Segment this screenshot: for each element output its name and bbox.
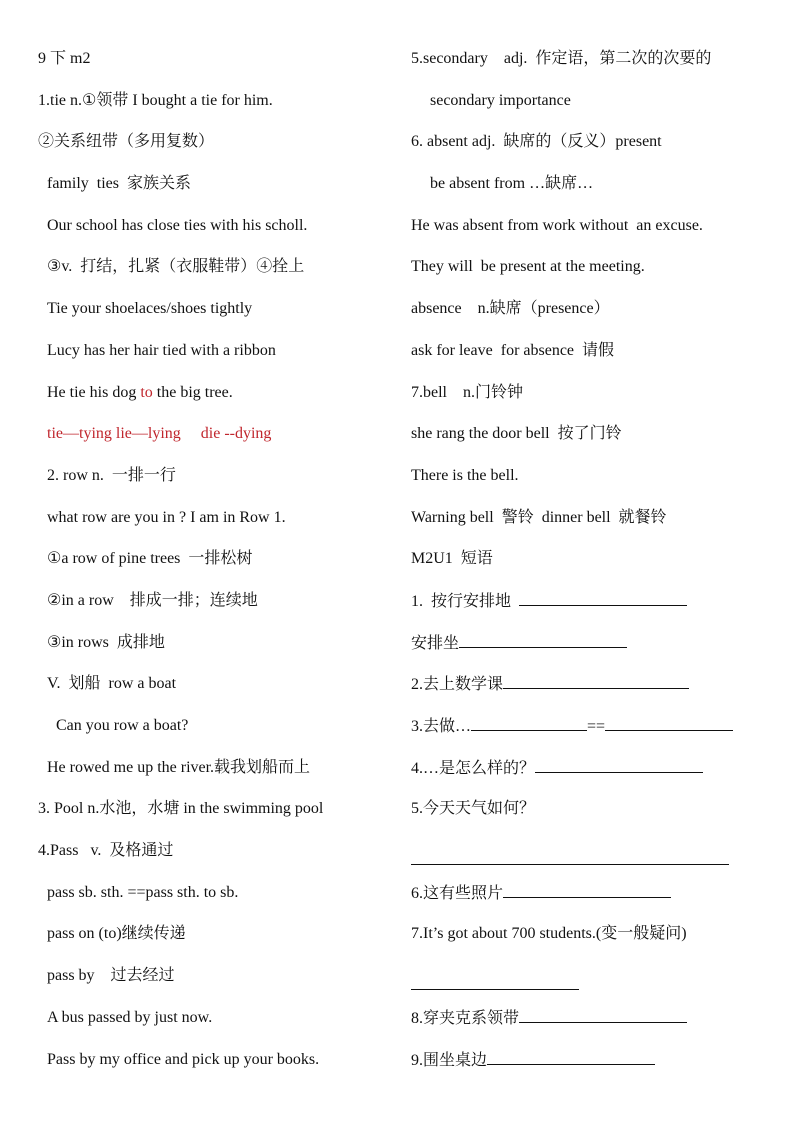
note-line: pass sb. sth. ==pass sth. to sb. <box>47 883 239 901</box>
note-line: Pass by my office and pick up your books. <box>47 1050 320 1068</box>
answer-blank[interactable] <box>605 713 733 731</box>
note-line: 5.secondary adj. 作定语，第二次的次要的 <box>411 50 712 67</box>
exercise-prompt: 2.去上数学课 <box>411 676 504 694</box>
note-line: absence n.缺席（presence） <box>411 300 610 318</box>
answer-blank[interactable] <box>487 1047 655 1065</box>
answer-blank[interactable] <box>503 671 689 689</box>
note-line: Warning bell 警铃 dinner bell 就餐铃 <box>411 508 667 526</box>
right-column <box>411 46 771 1088</box>
note-line: Can you row a boat? <box>56 717 189 734</box>
left-column <box>38 46 390 1088</box>
exercise-line <box>411 713 771 755</box>
answer-blank[interactable] <box>411 971 579 990</box>
exercise-prompt: 7.It’s got about 700 students.(变一般疑问) <box>411 925 687 943</box>
answer-blank[interactable] <box>519 588 687 606</box>
exercise-line <box>411 963 771 1005</box>
highlight-word: to <box>140 383 153 401</box>
note-line: Lucy has her hair tied with a ribbon <box>47 341 276 359</box>
answer-blank[interactable] <box>535 755 703 773</box>
note-line: be absent from …缺席… <box>430 175 594 193</box>
exercise-line <box>411 1047 771 1089</box>
exercise-line <box>411 1005 771 1047</box>
note-line: He rowed me up the river.载我划船而上 <box>47 758 311 776</box>
exercise-prompt: 4.…是怎么样的？ <box>411 759 536 777</box>
exercise-line <box>411 671 771 713</box>
note-line: 7.bell n.门铃钟 <box>411 383 523 401</box>
note-line: ②in a row 排成一排；连续地 <box>47 591 258 609</box>
note-line: ②关系纽带（多用复数） <box>38 133 215 151</box>
note-text: the big tree. <box>152 383 233 401</box>
answer-blank[interactable] <box>503 880 671 898</box>
note-line: secondary importance <box>430 91 571 109</box>
note-line <box>38 380 390 422</box>
answer-blank[interactable] <box>471 713 587 731</box>
note-line: family ties 家族关系 <box>47 175 191 193</box>
note-line: They will be present at the meeting. <box>411 258 645 276</box>
note-text: He tie his dog <box>47 383 141 401</box>
equals-sign: == <box>587 718 606 735</box>
note-line: Tie your shoelaces/shoes tightly <box>47 300 253 318</box>
note-line: 1.tie n.①领带 I bought a tie for him. <box>38 91 273 109</box>
note-line: ③in rows 成排地 <box>47 633 165 651</box>
exercise-line <box>411 880 771 922</box>
note-line: V. 划船 row a boat <box>47 675 177 693</box>
section-heading: M2U1 短语 <box>411 550 493 568</box>
exercise-prompt: 3.去做… <box>411 718 472 735</box>
exercise-prompt: 6.这有些照片 <box>411 884 504 902</box>
exercise-line <box>411 755 771 797</box>
answer-blank[interactable] <box>459 630 627 648</box>
page-title: 9 下 m2 <box>38 50 91 67</box>
note-line: Our school has close ties with his scholl. <box>47 216 308 234</box>
exercise-line <box>411 588 771 630</box>
note-line: ③v. 打结，扎紧（衣服鞋带）④拴上 <box>47 258 305 276</box>
exercise-prompt: 5.今天天气如何？ <box>411 800 536 818</box>
answer-blank[interactable] <box>411 846 729 865</box>
note-line: He was absent from work without an excuse. <box>411 216 703 234</box>
note-line: 6. absent adj. 缺席的（反义）present <box>411 133 662 151</box>
note-line: she rang the door bell 按了门铃 <box>411 425 622 443</box>
note-line: A bus passed by just now. <box>47 1008 213 1026</box>
answer-blank[interactable] <box>519 1005 687 1023</box>
note-line: 4.Pass v. 及格通过 <box>38 842 174 860</box>
exercise-prompt: 1. 按行安排地 <box>411 592 520 610</box>
exercise-prompt: 8.穿夹克系领带 <box>411 1009 520 1027</box>
note-line: ask for leave for absence 请假 <box>411 341 615 359</box>
note-line: what row are you in ? I am in Row 1. <box>47 508 286 526</box>
exercise-line <box>411 838 771 880</box>
note-line: pass by 过去经过 <box>47 967 175 985</box>
exercise-prompt: 安排坐 <box>411 634 460 652</box>
note-line: 2. row n. 一排一行 <box>47 466 176 484</box>
note-line: pass on (to)继续传递 <box>47 925 186 943</box>
exercise-prompt: 9.围坐桌边 <box>411 1051 488 1069</box>
note-line: ①a row of pine trees 一排松树 <box>47 550 253 568</box>
note-line: 3. Pool n.水池，水塘 in the swimming pool <box>38 800 324 818</box>
exercise-line <box>411 630 771 672</box>
note-line: There is the bell. <box>411 466 519 484</box>
highlight-line: tie—tying lie—lying die --dying <box>47 425 272 443</box>
